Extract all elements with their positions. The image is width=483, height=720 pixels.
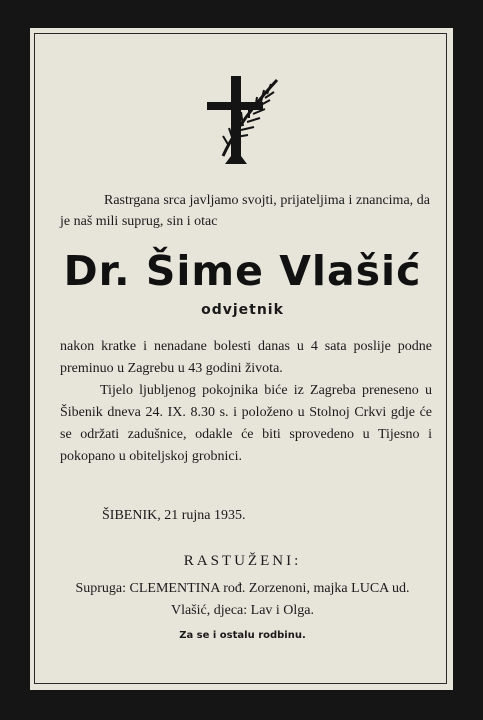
- relatives-note: Za se i ostalu rodbinu.: [179, 630, 306, 641]
- intro-text: Rastrgana srca javljamo svojti, prijateljima i znancima, da je naš mili suprug, sin i otac: [60, 193, 430, 229]
- funeral-details-paragraph: Tijelo ljubljenog pokojnika biće iz Zagreba preneseno u Šibenik dneva 24. IX. 8.30 s. i položeno u Stolnoj Crkvi gdje će se održati zadušnice, odakle će biti sprovedeno u Tijesno i pokopano u obiteljskoj grobnici.: [60, 383, 432, 464]
- mourners-list: Supruga: CLEMENTINA rođ. Zorzenoni, majka LUCA ud. Vlašić, djeca: Lav i Olga.: [75, 581, 410, 618]
- cross-with-palm-icon: [193, 72, 283, 168]
- mourners-heading: RASTUŽENI:: [183, 553, 302, 569]
- deceased-name: Dr. Šime Vlašić: [63, 247, 422, 295]
- death-details-paragraph: nakon kratke i nenadane bolesti danas u 4 sata poslije podne preminuo u Zagrebu u 43 godini života.: [60, 339, 432, 376]
- place-and-date: ŠIBENIK, 21 rujna 1935.: [102, 508, 246, 523]
- profession: odvjetnik: [201, 302, 284, 318]
